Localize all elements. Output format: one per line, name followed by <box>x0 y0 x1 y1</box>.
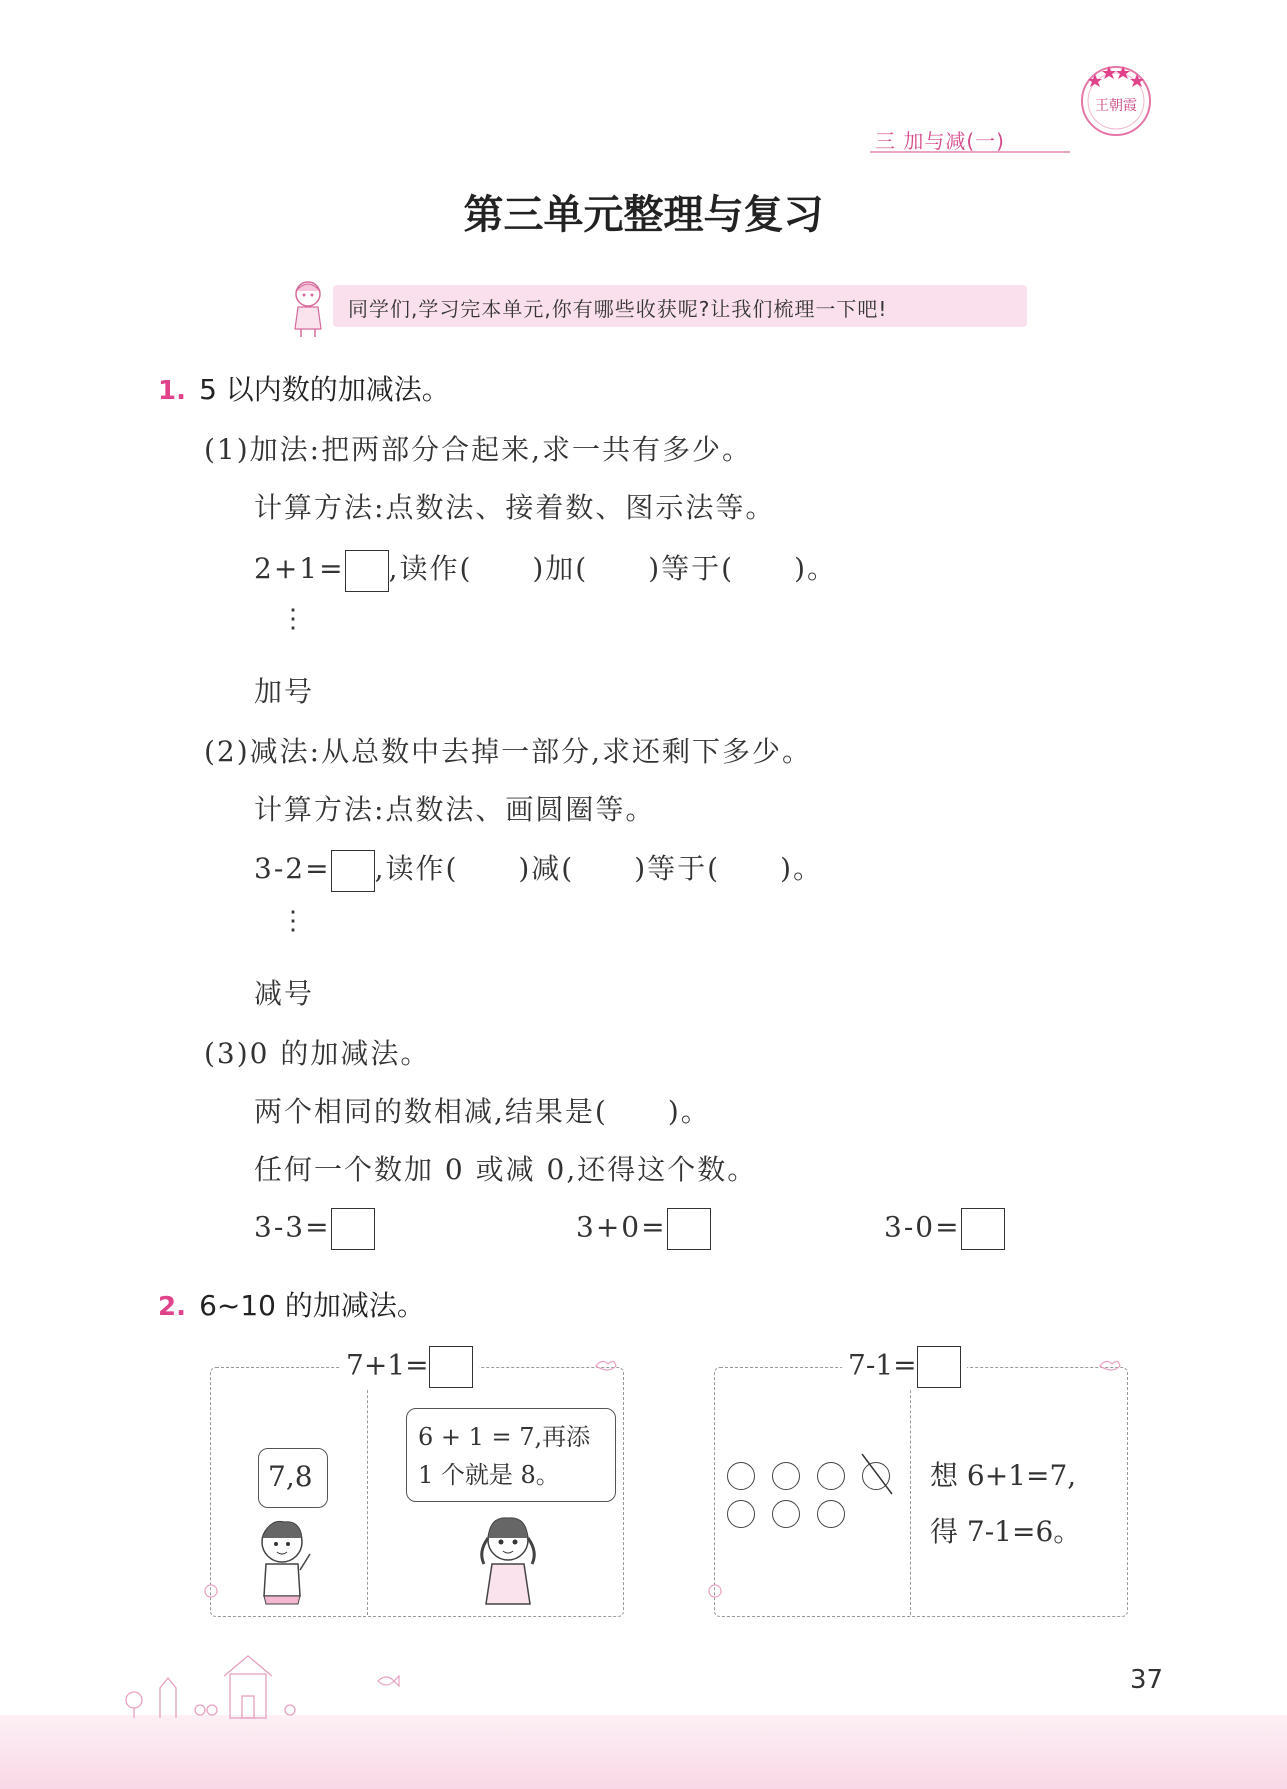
tip-text: 同学们,学习完本单元,你有哪些收获呢?让我们梳理一下吧! <box>348 297 888 321</box>
page-number: 37 <box>1130 1665 1164 1695</box>
addition-read-as: ,读作( )加( )等于( )。 <box>388 552 838 585</box>
zero-rule: 任何一个数加 0 或减 0,还得这个数。 <box>254 1153 758 1186</box>
section1-title: 5 以内数的加减法。 <box>199 373 450 406</box>
same-number-subtraction: 两个相同的数相减,结果是( )。 <box>254 1095 711 1128</box>
think-line: 想 6+1=7, <box>930 1459 1077 1492</box>
panel-equation <box>842 1346 967 1388</box>
think-line: 得 7-1=6。 <box>930 1515 1082 1548</box>
panel-equation <box>340 1346 479 1388</box>
addition-equation-expr: 2+1= <box>254 552 345 585</box>
answer-box[interactable] <box>331 1208 375 1250</box>
answer-box[interactable] <box>429 1346 473 1388</box>
boy-character-icon <box>250 1512 320 1612</box>
equation-expr: 3+0= <box>576 1210 667 1244</box>
panel-divider <box>910 1370 911 1615</box>
section2-title: 6~10 的加减法。 <box>199 1289 425 1322</box>
flower-icon <box>704 1580 726 1602</box>
subtraction-read-as: ,读作( )减( )等于( )。 <box>374 852 824 885</box>
counter-circle <box>727 1500 755 1528</box>
zero-operations-title: (3)0 的加减法。 <box>204 1037 431 1070</box>
equation-expr: 7-1= <box>848 1348 917 1382</box>
footer-band <box>0 1715 1287 1789</box>
girl-character-icon <box>468 1508 548 1612</box>
addition-definition: (1)加法:把两部分合起来,求一共有多少。 <box>204 433 752 466</box>
equation-expr: 3-0= <box>884 1210 961 1244</box>
addition-methods: 计算方法:点数法、接着数、图示法等。 <box>254 491 776 524</box>
chapter-label: 三 加与减(一) <box>875 129 1005 153</box>
answer-box[interactable] <box>331 850 375 892</box>
town-illustration-icon <box>120 1648 320 1720</box>
zero-equation-3 <box>884 1208 1005 1250</box>
minus-sign-label: 减号 <box>254 977 315 1010</box>
section1-number: 1. <box>158 376 186 406</box>
counter-circle <box>727 1462 755 1490</box>
pointer-dots: ⋮ <box>280 604 306 634</box>
zero-equation-2 <box>576 1208 711 1250</box>
section2-number: 2. <box>158 1292 186 1322</box>
panel-divider <box>367 1370 368 1615</box>
counter-circle <box>772 1462 800 1490</box>
fish-icon <box>376 1672 400 1690</box>
girl-bubble-line: 6 + 1 = 7,再添 <box>418 1423 591 1451</box>
answer-box[interactable] <box>961 1208 1005 1250</box>
subtraction-equation-expr: 3-2= <box>254 852 331 885</box>
counter-circle <box>772 1500 800 1528</box>
counter-circle <box>817 1500 845 1528</box>
cross-out-mark-icon <box>856 1450 898 1498</box>
subtraction-methods: 计算方法:点数法、画圆圈等。 <box>254 793 656 826</box>
counter-circle <box>817 1462 845 1490</box>
boy-bubble-text: 7,8 <box>268 1460 313 1493</box>
addition-equation <box>254 547 837 592</box>
plus-sign-label: 加号 <box>254 675 315 708</box>
answer-box[interactable] <box>345 550 389 592</box>
flower-icon <box>594 1356 618 1376</box>
seal-text: 王朝霞 <box>1095 98 1137 114</box>
answer-box[interactable] <box>917 1346 961 1388</box>
girl-bubble-line: 1 个就是 8。 <box>418 1461 560 1489</box>
section1-heading <box>158 368 450 408</box>
flower-icon <box>1098 1356 1122 1376</box>
answer-box[interactable] <box>667 1208 711 1250</box>
think-text <box>930 1448 1081 1560</box>
header-divider <box>870 151 1070 153</box>
subtraction-definition: (2)减法:从总数中去掉一部分,求还剩下多少。 <box>204 735 812 768</box>
page-title: 第三单元整理与复习 <box>463 192 824 238</box>
section2-heading <box>158 1284 425 1324</box>
flower-icon <box>200 1580 222 1602</box>
pointer-dots: ⋮ <box>280 906 306 936</box>
girl-bubble-text <box>418 1418 590 1494</box>
equation-expr: 7+1= <box>346 1348 429 1382</box>
subtraction-equation <box>254 847 823 892</box>
author-seal-icon <box>1075 60 1157 142</box>
zero-equation-1 <box>254 1208 375 1250</box>
equation-expr: 3-3= <box>254 1210 331 1244</box>
girl-mascot-icon <box>283 277 333 339</box>
